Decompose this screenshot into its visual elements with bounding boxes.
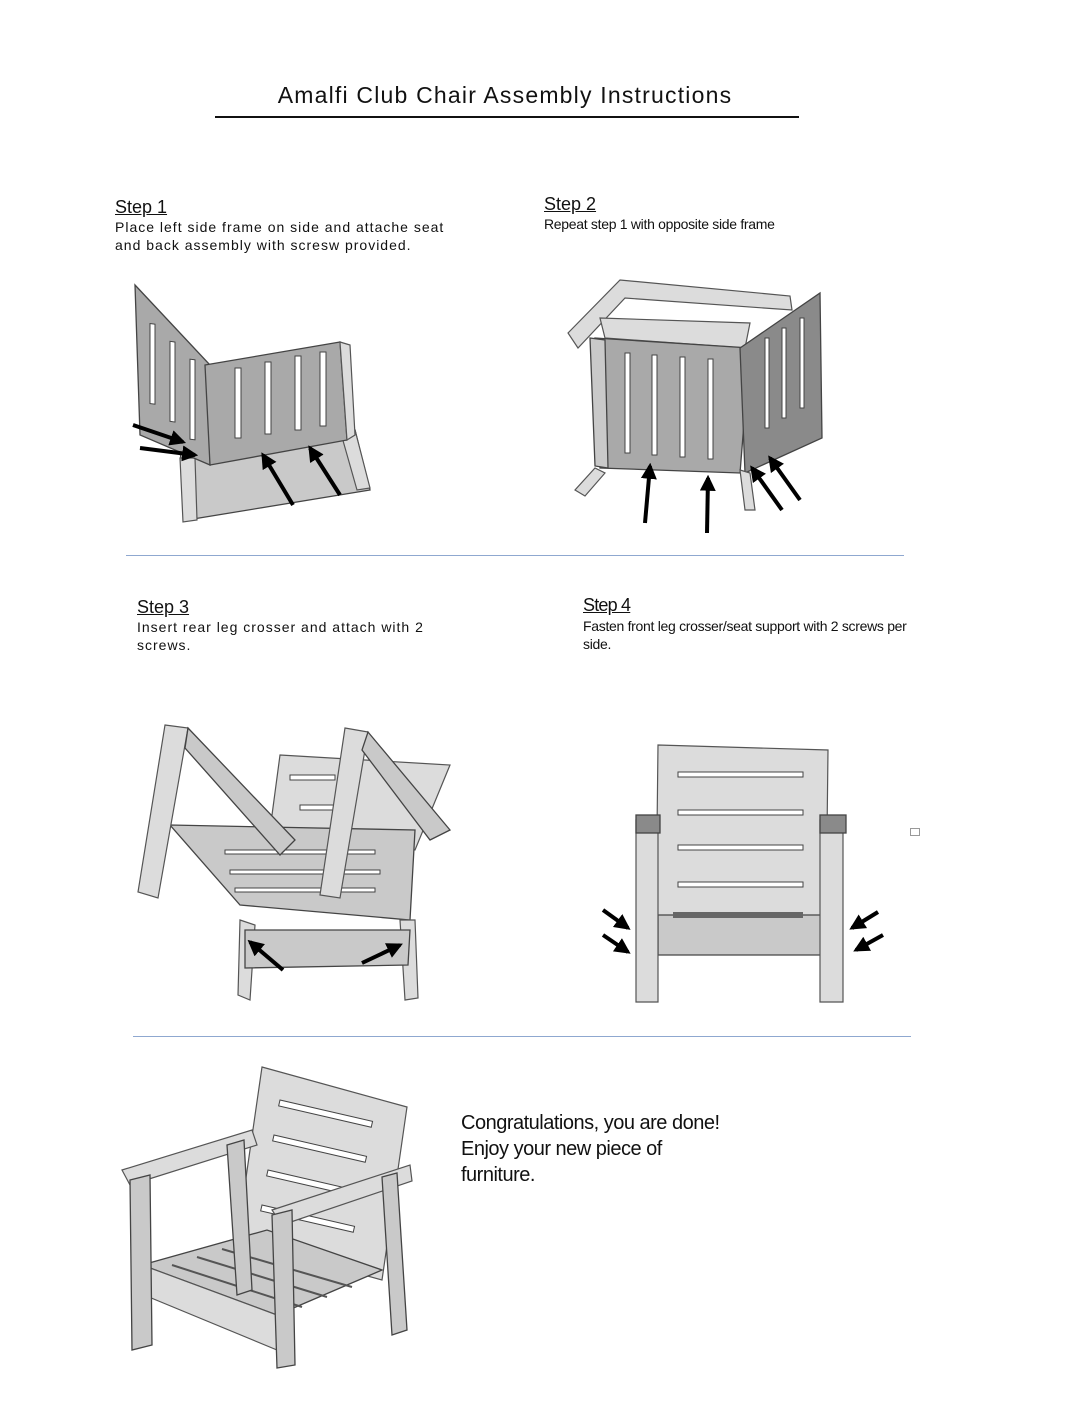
step-4-text: Fasten front leg crosser/seat support with 2 screws per side. [583, 618, 907, 652]
step-4-heading: Step 4 [583, 595, 631, 615]
completion-line-2: Enjoy your new piece of [461, 1138, 662, 1160]
step-1-heading: Step 1 [115, 197, 168, 217]
step-2-illustration [560, 278, 820, 538]
step-1-illustration [125, 280, 385, 530]
step-1-text: Place left side frame on side and attache seat and back assembly with scresw provided. [115, 219, 445, 253]
step-3-illustration [130, 720, 460, 1010]
step-3-text: Insert rear leg crosser and attach with 2 screws. [137, 619, 424, 653]
small-box-mark [910, 828, 920, 836]
step-2-text: Repeat step 1 with opposite side frame [544, 216, 775, 232]
step-4-illustration [598, 740, 888, 1010]
finished-chair-illustration [112, 1065, 422, 1370]
step-3-heading: Step 3 [137, 597, 190, 617]
page-title: Amalfi Club Chair Assembly Instructions [277, 82, 733, 108]
separator [133, 1036, 911, 1037]
step-2-heading: Step 2 [544, 194, 597, 214]
title-underline [215, 116, 799, 118]
completion-message [461, 1110, 781, 1188]
completion-line-1: Congratulations, you are done! [461, 1112, 720, 1134]
completion-line-3: furniture. [461, 1164, 535, 1186]
separator [126, 555, 904, 556]
